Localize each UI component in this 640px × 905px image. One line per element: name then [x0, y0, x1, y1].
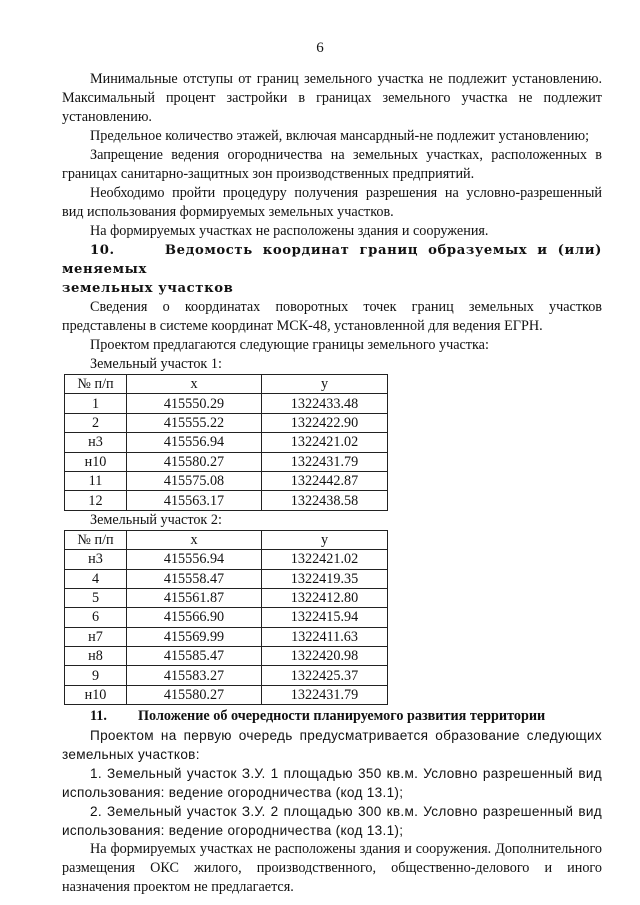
x-value: 415558.47	[127, 569, 262, 588]
header-y: y	[262, 530, 388, 549]
header-number: № п/п	[65, 530, 127, 549]
section-11-heading	[62, 707, 602, 726]
header-number: № п/п	[65, 375, 127, 394]
point-id: 12	[65, 491, 127, 510]
paragraph-first-stage: Проектом на первую очередь предусматривается образование следующих земельных участков:	[62, 728, 602, 763]
plot-1-coordinates-table	[64, 374, 388, 511]
y-value: 1322442.87	[262, 471, 388, 490]
plot-2-caption: Земельный участок 2:	[90, 511, 222, 528]
x-value: 415561.87	[127, 588, 262, 607]
table-row	[65, 413, 388, 432]
table-row	[65, 588, 388, 607]
y-value: 1322421.02	[262, 433, 388, 452]
point-id: н7	[65, 627, 127, 646]
page-content	[62, 70, 602, 897]
point-id: 11	[65, 471, 127, 490]
point-id: н10	[65, 685, 127, 704]
y-value: 1322419.35	[262, 569, 388, 588]
y-value: 1322411.63	[262, 627, 388, 646]
paragraph-permit: Необходимо пройти процедуру получения разрешения на условно-разрешенный вид использования формируемых земельных участков.	[62, 185, 602, 220]
x-value: 415575.08	[127, 471, 262, 490]
y-value: 1322421.02	[262, 550, 388, 569]
list-item-plot-1: 1. Земельный участок З.У. 1 площадью 350 кв.м. Условно разрешенный вид использования: ведение огородничества (код 13.1);	[62, 766, 602, 801]
y-value: 1322412.80	[262, 588, 388, 607]
x-value: 415580.27	[127, 685, 262, 704]
x-value: 415556.94	[127, 550, 262, 569]
paragraph-floors: Предельное количество этажей, включая мансардный-не подлежит установлению;	[90, 128, 590, 144]
table-row	[65, 685, 388, 704]
x-value: 415556.94	[127, 433, 262, 452]
y-value: 1322422.90	[262, 413, 388, 432]
x-value: 415550.29	[127, 394, 262, 413]
table-row	[65, 608, 388, 627]
paragraph-prohibition: Запрещение ведения огородничества на земельных участках, расположенных в границах санитарно-защитных зон производственных предприятий.	[62, 147, 602, 182]
table-row	[65, 491, 388, 510]
paragraph-coordinates-info: Сведения о координатах поворотных точек границ земельных участков представлены в системе координат МСК-48, установленной для ведения ЕГРН.	[62, 299, 602, 334]
y-value: 1322431.79	[262, 452, 388, 471]
table-header-row	[65, 375, 388, 394]
y-value: 1322425.37	[262, 666, 388, 685]
y-value: 1322415.94	[262, 608, 388, 627]
table-row	[65, 666, 388, 685]
point-id: н3	[65, 433, 127, 452]
x-value: 415583.27	[127, 666, 262, 685]
table-row	[65, 452, 388, 471]
point-id: 2	[65, 413, 127, 432]
paragraph-proposed-borders: Проектом предлагаются следующие границы земельного участка:	[90, 337, 489, 353]
plot-1-caption: Земельный участок 1:	[90, 356, 222, 372]
x-value: 415580.27	[127, 452, 262, 471]
page-number: 6	[316, 40, 324, 56]
x-value: 415569.99	[127, 627, 262, 646]
x-value: 415566.90	[127, 608, 262, 627]
table-row	[65, 550, 388, 569]
point-id: н8	[65, 647, 127, 666]
table-row	[65, 433, 388, 452]
header-x: x	[127, 530, 262, 549]
section-10-heading	[62, 241, 602, 298]
table-row	[65, 569, 388, 588]
section-11-title: Положение об очередности планируемого развития территории	[138, 708, 546, 725]
point-id: 1	[65, 394, 127, 413]
table-row	[65, 627, 388, 646]
table-header-row	[65, 530, 388, 549]
point-id: н10	[65, 452, 127, 471]
table-row	[65, 394, 388, 413]
plot-2-coordinates-table	[64, 530, 388, 706]
x-value: 415563.17	[127, 491, 262, 510]
section-10-number: 10.	[90, 243, 115, 258]
paragraph-no-buildings: На формируемых участках не расположены здания и сооружения.	[90, 223, 489, 239]
y-value: 1322438.58	[262, 491, 388, 510]
x-value: 415585.47	[127, 647, 262, 666]
section-11-number: 11.	[90, 708, 107, 725]
y-value: 1322420.98	[262, 647, 388, 666]
section-10-title-line1: Ведомость координат границ образуемых и (или) меняемых	[62, 243, 602, 277]
header-x: x	[127, 375, 262, 394]
y-value: 1322433.48	[262, 394, 388, 413]
table-row	[65, 471, 388, 490]
point-id: 9	[65, 666, 127, 685]
table-row	[65, 647, 388, 666]
point-id: н3	[65, 550, 127, 569]
section-10-title-line2: земельных участков	[62, 281, 234, 296]
paragraph-no-construction: На формируемых участках не расположены здания и сооружения. Дополнительного размещения ОКС жилого, производственного, общественно-делового и иного назначения проектом не предлагается.	[62, 841, 602, 896]
point-id: 4	[65, 569, 127, 588]
point-id: 5	[65, 588, 127, 607]
x-value: 415555.22	[127, 413, 262, 432]
y-value: 1322431.79	[262, 685, 388, 704]
paragraph-setbacks: Минимальные отступы от границ земельного участка не подлежит установлению. Максимальный процент застройки в границах земельного участка не подлежит установлению.	[62, 71, 602, 125]
point-id: 6	[65, 608, 127, 627]
header-y: y	[262, 375, 388, 394]
list-item-plot-2: 2. Земельный участок З.У. 2 площадью 300 кв.м. Условно разрешенный вид использования: ведение огородничества (код 13.1);	[62, 804, 602, 839]
